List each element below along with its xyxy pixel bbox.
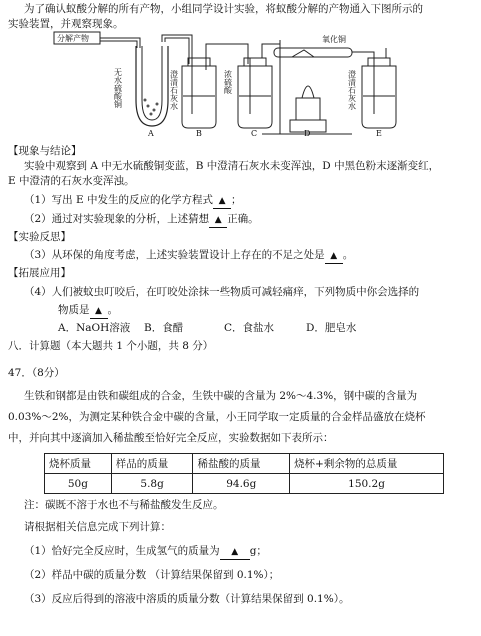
- blank-5: ▲: [220, 544, 250, 560]
- table-header-cell: 烧杯+剩余物的总质量: [290, 454, 444, 474]
- intro-line-1: 为了确认蚁酸分解的所有产物，小组同学设计实验，将蚁酸分解的产物通入下图所示的: [24, 3, 423, 15]
- option-d: D．肥皂水: [306, 322, 357, 334]
- q47-para-1: 生铁和钢都是由铁和碳组成的合金，生铁中碳的含量为 2%～4.3%，钢中碳的含量为: [24, 390, 418, 402]
- data-table: [44, 453, 444, 494]
- option-a: A．NaOH溶液: [58, 322, 131, 334]
- table-header-cell: 烧杯质量: [45, 454, 112, 474]
- table-header-row: [45, 454, 444, 474]
- intro-line-2: 实验装置，并观察现象。: [8, 18, 124, 30]
- options-row: [0, 321, 481, 335]
- heading-reflection: 【实验反思】: [8, 231, 71, 243]
- q47-para-2: 0.03%～2%，为测定某种铁合金中碳的含量，小王同学取一定质量的合金样品盛放在烧杯: [8, 411, 426, 423]
- blank-4: ▲: [90, 303, 108, 319]
- calc-3: （3）反应后得到的溶液中溶质的质量分数（计算结果保留到 0.1%）。: [24, 593, 350, 605]
- table-cell: 150.2g: [290, 474, 444, 494]
- table-note: 注：碳既不溶于水也不与稀盐酸发生反应。: [24, 499, 224, 511]
- reagent-b-label: 澄清石灰水: [169, 70, 179, 110]
- phenomena-line-1: 实验中观察到 A 中无水硫酸铜变蓝，B 中澄清石灰水未变浑浊，D 中黑色粉末逐渐变红，: [24, 160, 440, 172]
- question-2: （2）通过对实验现象的分析，上述猜想 ▲ 正确。: [0, 212, 481, 228]
- heading-extension: 【拓展应用】: [8, 267, 71, 279]
- blank-1: ▲: [213, 193, 231, 209]
- option-c: C．食盐水: [224, 322, 275, 334]
- q47-number: 47．（8分）: [8, 367, 65, 379]
- table-header-cell: 样品的质量: [111, 454, 193, 474]
- reagent-c-label: 浓硫酸: [223, 70, 233, 94]
- reagent-a-label: 无水硫酸铜: [113, 68, 123, 108]
- table-header-cell: 稀盐酸的质量: [193, 454, 290, 474]
- letter-a: A: [148, 129, 154, 138]
- heading-phenomena: 【现象与结论】: [8, 145, 82, 157]
- letter-e: E: [376, 129, 382, 138]
- q47-para-3: 中，并向其中逐滴加入稀盐酸至恰好完全反应，实验数据如下表所示：: [8, 432, 334, 444]
- question-4-line-2: 物质是 ▲ 。: [0, 303, 481, 319]
- letter-c: C: [251, 129, 258, 138]
- phenomena-line-2: E 中澄清的石灰水变浑浊。: [8, 175, 135, 187]
- reagent-d-label: 氧化铜: [322, 35, 346, 44]
- question-3: （3）从环保的角度考虑，上述实验装置设计上存在的不足之处是 ▲ 。: [0, 248, 481, 264]
- question-1: （1）写出 E 中发生的反应的化学方程式 ▲ ；: [0, 193, 481, 209]
- blank-2: ▲: [209, 212, 227, 228]
- calc-instruction: 请根据相关信息完成下列计算：: [24, 521, 171, 533]
- apparatus-figure: [52, 30, 432, 138]
- option-b: B．食醋: [144, 322, 184, 334]
- question-4-line-1: （4）人们被蚊虫叮咬后，在叮咬处涂抹一些物质可减轻痛痒，下列物质中你会选择的: [24, 286, 420, 298]
- letter-b: B: [196, 129, 202, 138]
- table-cell: 94.6g: [193, 474, 290, 494]
- inlet-label: 分解产物: [57, 34, 89, 43]
- calc-2: （2）样品中碳的质量分数 （计算结果保留到 0.1%）；: [24, 569, 280, 581]
- letter-d: D: [304, 129, 311, 138]
- part-8-title: 八．计算题（本大题共 1 个小题，共 8 分）: [8, 340, 214, 352]
- calc-1: （1）恰好完全反应时，生成氢气的质量为 ▲ g；: [0, 544, 481, 560]
- table-cell: 5.8g: [111, 474, 193, 494]
- blank-3: ▲: [325, 248, 343, 264]
- table-row: [45, 474, 444, 494]
- table-cell: 50g: [45, 474, 112, 494]
- reagent-e-label: 澄清石灰水: [347, 70, 357, 110]
